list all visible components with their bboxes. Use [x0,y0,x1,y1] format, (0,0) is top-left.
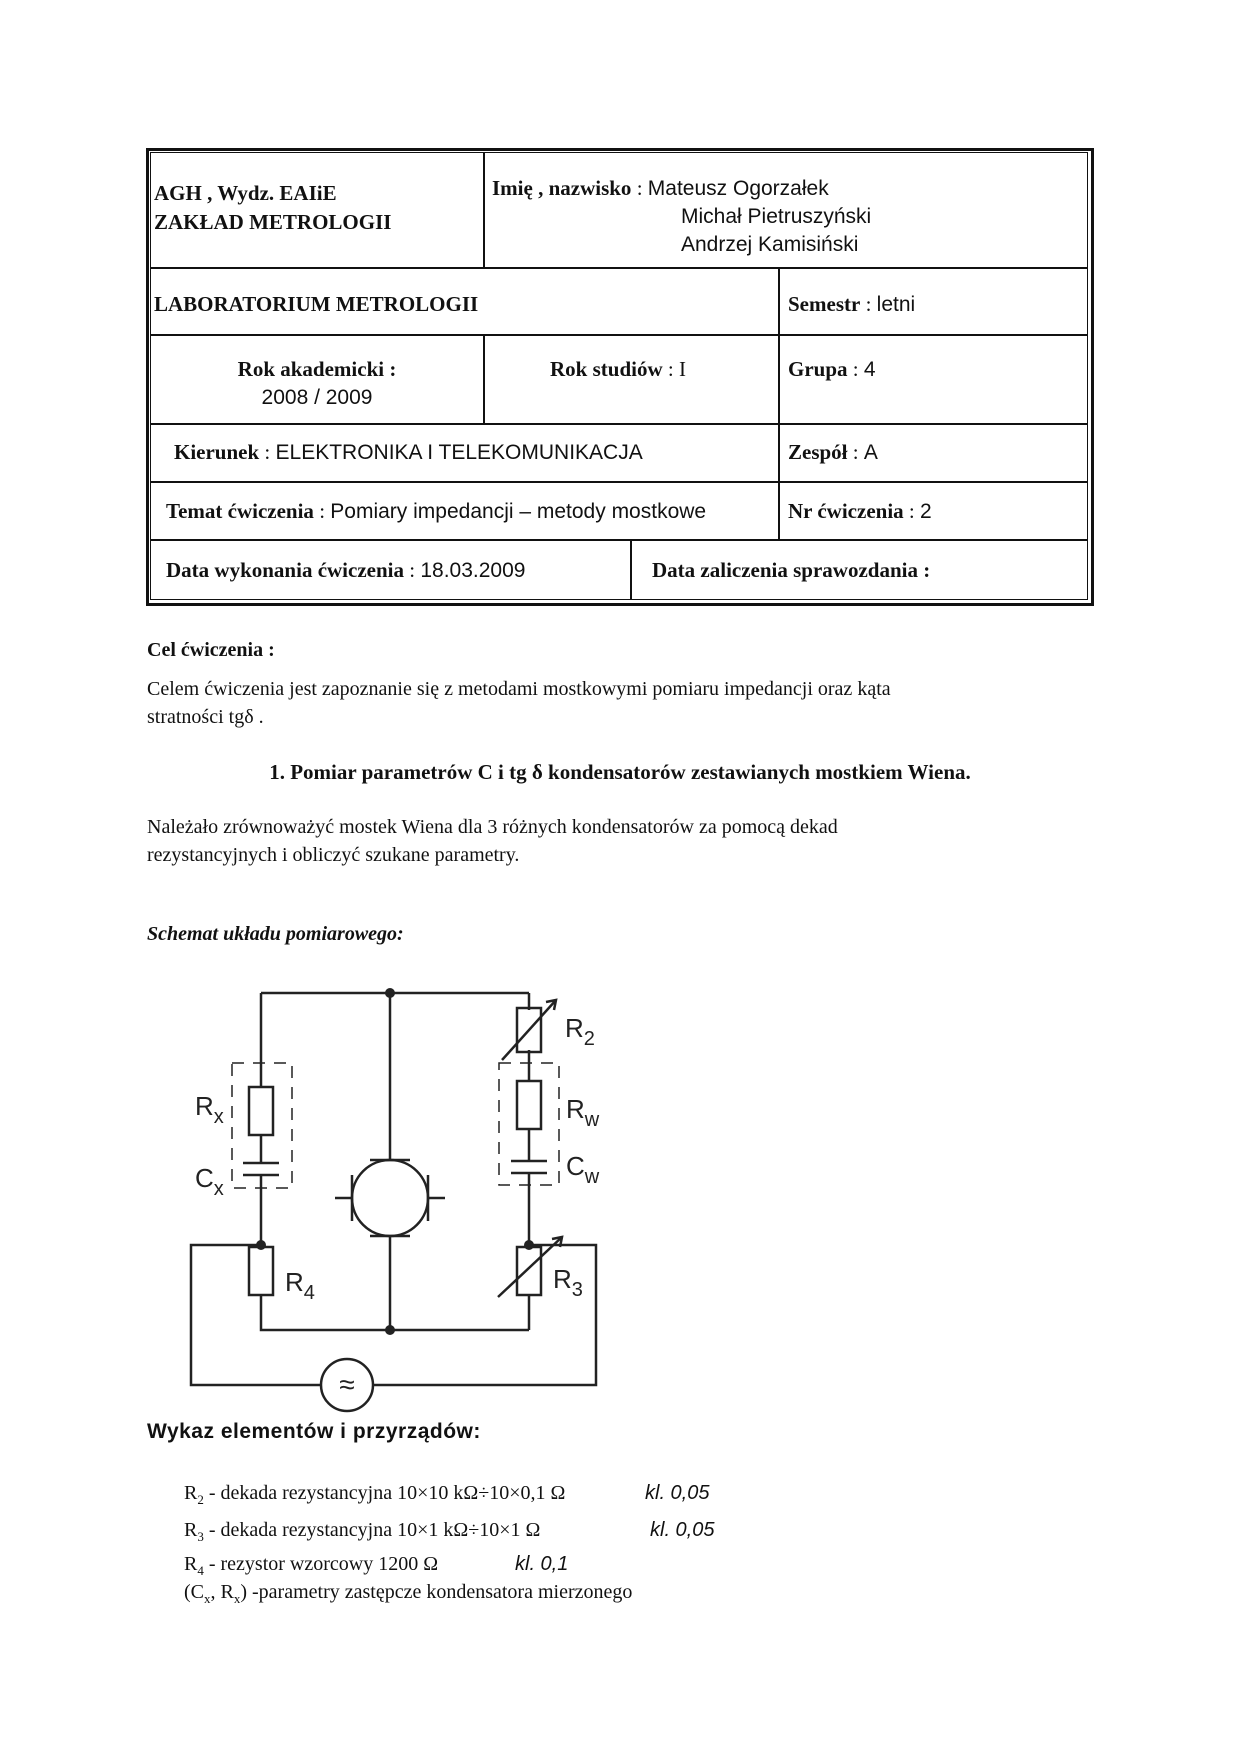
col-divider [483,152,485,268]
components-heading: Wykaz elementów i przyrządów: [147,1420,481,1443]
semester: Semestr : letni [788,292,916,316]
label-r3: $R_3$ [553,1264,583,1301]
row-divider [150,267,1088,269]
academic-year-label: Rok akademicki : [237,357,397,381]
goal-heading: Cel ćwiczenia : [147,639,275,661]
exercise-number-value: 2 [920,500,932,523]
row-divider [150,423,1088,425]
exercise-number: Nr ćwiczenia : 2 [788,499,932,523]
cw-capacitor [511,1161,547,1173]
component-item-r3: $R_3$ - dekada rezystancyjna 10×1 kΩ÷10×1 Ω [184,1519,541,1544]
junction-dot [524,1240,534,1250]
col-divider [778,268,780,540]
student-name-1: Mateusz Ogorzałek [647,177,829,200]
component-class-r4: kl. 0,1 [515,1553,569,1575]
label-r2: $R_2$ [565,1013,595,1050]
r4-resistor [249,1247,273,1295]
col-divider [483,335,485,424]
section-1-heading: 1. Pomiar parametrów C i tg δ kondensatorów zestawianych mostkiem Wiena. [269,760,971,784]
group-value: 4 [863,358,876,381]
junction-dot [256,1240,266,1250]
rw-resistor [517,1081,541,1129]
component-class-r2: kl. 0,05 [645,1482,710,1504]
wien-bridge-schematic [170,975,640,1430]
schematic-caption: Schemat układu pomiarowego: [147,923,404,945]
col-divider [630,540,632,600]
r3-resistor [517,1247,541,1295]
institution-line-1: AGH , Wydz. EAIiE [154,181,337,205]
label-cx: $C_x$ [195,1163,224,1200]
exercise-topic: Temat ćwiczenia : Pomiary impedancji – metody mostkowe [166,499,707,523]
source-left-wire [191,1245,321,1385]
student-name-2: Michał Pietruszyński [681,205,872,228]
semester-value: letni [876,293,916,316]
label-r4: $R_4$ [285,1267,315,1304]
component-item-r4: $R_4$ - rezystor wzorcowy 1200 Ω [184,1553,439,1578]
component-item-r2: $R_2$ - dekada rezystancyjna 10×10 kΩ÷10×0,1 Ω [184,1482,566,1507]
section-1-text-line-2: rezystancyjnych i obliczyć szukane parametry. [147,844,520,866]
detector-vertical-plates [370,1160,410,1236]
names-label-row: Imię , nazwisko : Mateusz Ogorzałek [492,176,829,200]
academic-year-value: 2008 / 2009 [261,386,373,409]
null-detector-circle [352,1160,428,1236]
label-cw: $C_w$ [566,1151,600,1188]
group: Grupa : 4 [788,357,876,381]
junction-dot [385,988,395,998]
junction-dot [385,1325,395,1335]
label-rx: $R_x$ [195,1091,224,1128]
rx-resistor [249,1087,273,1135]
detector-horizontal-plates [352,1175,428,1221]
study-year-value: I [678,357,686,381]
row-divider [150,334,1088,336]
cx-capacitor [243,1163,279,1175]
component-item-cx-rx: ($C_x$, $R_x$) -parametry zastępcze kondensatora mierzonego [184,1581,633,1606]
study-year: Rok studiów : I [550,357,686,381]
header-table [146,148,1094,606]
team-value: A [863,441,878,464]
row-divider [150,539,1088,541]
ac-source-symbol: ≈ [339,1369,355,1400]
student-name-3: Andrzej Kamisiński [681,233,859,256]
section-1-text-line-1: Należało zrównoważyć mostek Wiena dla 3 różnych kondensatorów za pomocą dekad [147,816,838,838]
date-performed-value: 18.03.2009 [420,559,526,582]
institution-line-2: ZAKŁAD METROLOGII [154,210,392,234]
team: Zespół : A [788,440,878,464]
field-of-study-value: ELEKTRONIKA I TELEKOMUNIKACJA [275,441,643,464]
date-performed: Data wykonania ćwiczenia : 18.03.2009 [166,558,526,582]
exercise-topic-value: Pomiary impedancji – metody mostkowe [330,500,707,523]
goal-text-line-1: Celem ćwiczenia jest zapoznanie się z metodami mostkowymi pomiaru impedancji oraz kąta [147,678,891,700]
label-rw: $R_w$ [566,1094,600,1131]
date-passed: Data zaliczenia sprawozdania : [652,558,931,582]
goal-text-line-2: stratności tgδ . [147,706,264,728]
field-of-study: Kierunek : ELEKTRONIKA I TELEKOMUNIKACJA [174,440,643,464]
lab-title: LABORATORIUM METROLOGII [154,292,479,316]
row-divider [150,481,1088,483]
bottom-junction-wire [261,1295,529,1330]
component-class-r3: kl. 0,05 [650,1519,715,1541]
